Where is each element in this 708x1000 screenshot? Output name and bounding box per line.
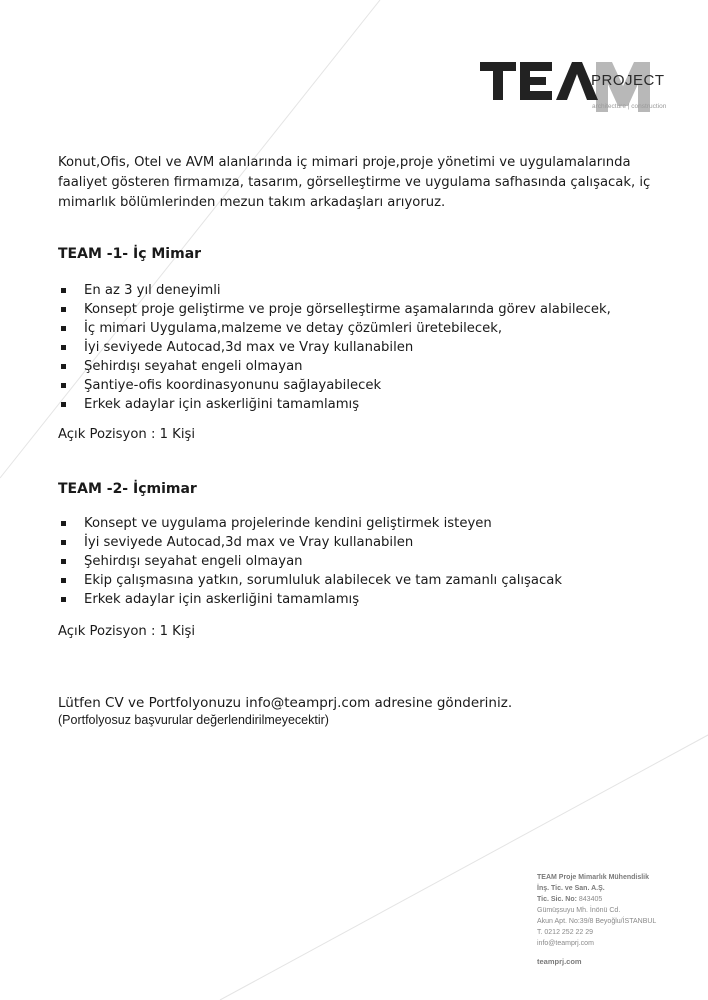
requirement-item: Konsept ve uygulama projelerinde kendini geliştirmek isteyen (58, 514, 688, 533)
position-2-open-count: Açık Pozisyon : 1 Kişi (58, 624, 196, 639)
requirement-item: Şantiye-ofis koordinasyonunu sağlayabilecek (58, 376, 688, 395)
email-address: info@teamprj.com (537, 940, 594, 947)
portfolio-note: (Portfolyosuz başvurular değerlendirilmeyecektir) (58, 713, 329, 727)
registry-number: 843405 (578, 896, 603, 903)
company-type: İnş. Tic. ve San. A.Ş. (537, 885, 605, 892)
company-footer (537, 872, 656, 967)
logo-project-text: PROJECT (591, 72, 665, 89)
registry-label: Tic. Sic. No: (537, 896, 577, 903)
requirement-item: Şehirdışı seyahat engeli olmayan (58, 552, 688, 571)
logo-tagline: architecture | construction (592, 103, 667, 110)
requirement-item: İyi seviyede Autocad,3d max ve Vray kullanabilen (58, 533, 688, 552)
requirement-item: Konsept proje geliştirme ve proje görselleştirme aşamalarında görev alabilecek, (58, 300, 688, 319)
requirement-item: En az 3 yıl deneyimli (58, 281, 688, 300)
requirement-item: Erkek adaylar için askerliğini tamamlamış (58, 395, 688, 414)
position-2-title: TEAM -2- İçmimar (58, 481, 197, 497)
website-link[interactable]: teamprj.com (537, 957, 582, 966)
company-name: TEAM Proje Mimarlık Mühendislik (537, 874, 650, 881)
intro-paragraph: Konut,Ofis, Otel ve AVM alanlarında iç mimari proje,proje yönetimi ve uygulamalarında faaliyet gösteren firmamıza, tasarım, görselleştirme ve uygulama safhasında çalışacak, iç mimarlık bölümlerinden mezun takım arkadaşları arıyoruz. (58, 155, 651, 210)
registry-line (537, 894, 656, 905)
position-1-open-count: Açık Pozisyon : 1 Kişi (58, 427, 196, 442)
requirement-item: Şehirdışı seyahat engeli olmayan (58, 357, 688, 376)
requirement-item: İyi seviyede Autocad,3d max ve Vray kullanabilen (58, 338, 688, 357)
address-line-2: Akun Apt. No:39/8 Beyoğlu/İSTANBUL (537, 918, 657, 925)
address-line-1: Gümüşsuyu Mh. İnönü Cd. (537, 907, 621, 914)
cv-instructions: Lütfen CV ve Portfolyonuzu info@teamprj.com adresine gönderiniz. (58, 695, 513, 711)
position-1-title: TEAM -1- İç Mimar (58, 246, 202, 262)
requirement-item: Erkek adaylar için askerliğini tamamlamış (58, 590, 688, 609)
position-2-requirements (58, 514, 688, 609)
phone-number: T. 0212 252 22 29 (537, 929, 594, 936)
requirement-item: Ekip çalışmasına yatkın, sorumluluk alabilecek ve tam zamanlı çalışacak (58, 571, 688, 590)
position-1-requirements (58, 281, 688, 414)
requirement-item: İç mimari Uygulama,malzeme ve detay çözümleri üretebilecek, (58, 319, 688, 338)
